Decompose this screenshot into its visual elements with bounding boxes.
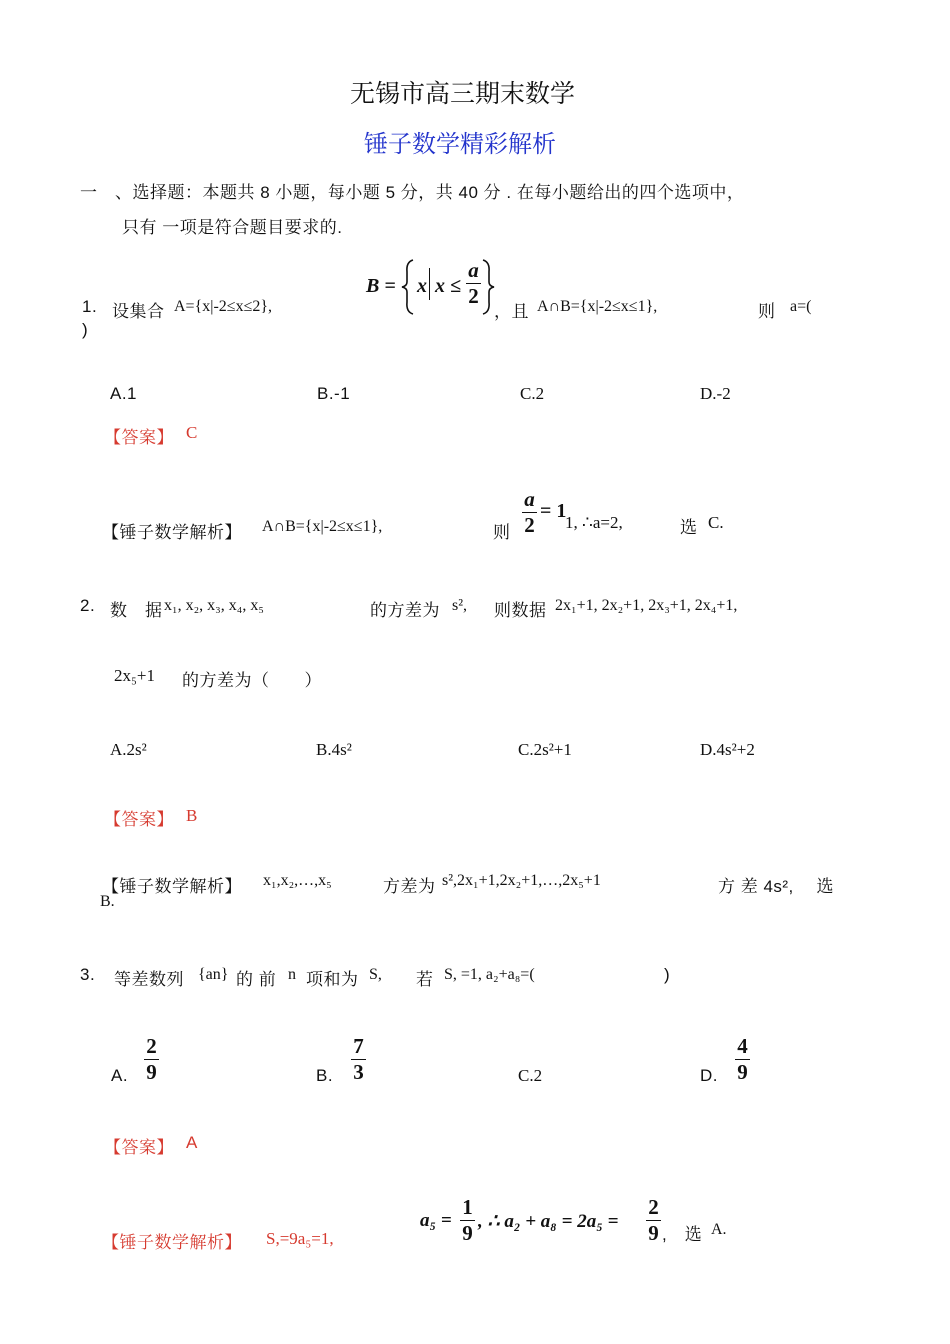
q3-option-d-frac xyxy=(735,1036,750,1083)
q2-analysis-expr: s²,2x₁+1,2x₂+1,…,2x₅+1 xyxy=(442,872,601,889)
q3-option-a-label: A. xyxy=(111,1066,129,1085)
q1-set-inter: A∩B={x|-2≤x≤1}, xyxy=(537,298,658,315)
q3-formula-frac-1 xyxy=(460,1197,475,1244)
q2-option-b: B.4s² xyxy=(316,740,352,759)
q3-formula-rhs: , ∴ a₂ + a₈ = 2a₅ = xyxy=(478,1211,619,1232)
q3-text-a: 等差数列 xyxy=(114,970,184,989)
q1-formula-x: x xyxy=(417,275,427,297)
q2-text-a: 数 据 xyxy=(110,601,163,620)
section-heading: 一 、选择题：本题共 8 小题，每小题 5 分，共 40 分 . 在每小题给出的四个选项中， xyxy=(80,183,745,202)
q1-analysis-then: 则 xyxy=(493,523,511,542)
q2-number: 2. xyxy=(80,596,96,615)
q3-formula-frac-1-num: 1 xyxy=(462,1195,473,1219)
q1-ask: a=( xyxy=(790,298,812,315)
q3-n: n xyxy=(288,966,296,983)
q3-formula-lhs: a₅ = xyxy=(420,1210,452,1231)
q2-answer-label: 【答案】 xyxy=(104,810,174,829)
q3-option-a-num: 2 xyxy=(146,1034,157,1058)
section-heading-line2: 只有 一项是符合题目要求的. xyxy=(122,218,343,237)
q3-seq: {an} xyxy=(198,966,229,983)
q1-analysis-text: A∩B={x|-2≤x≤1}, xyxy=(262,518,383,535)
q1-option-b: B.-1 xyxy=(317,384,351,403)
q1-analysis-choose: 选 xyxy=(680,518,698,537)
q1-option-d: D.-2 xyxy=(700,384,731,403)
q3-option-d-label: D. xyxy=(700,1066,718,1085)
q1-analysis-frac xyxy=(522,489,537,536)
q3-option-b-den: 3 xyxy=(353,1060,364,1084)
q2-var-s: s², xyxy=(452,597,468,614)
q3-option-b-num: 7 xyxy=(353,1034,364,1058)
q3-option-c-label: C.2 xyxy=(518,1066,543,1085)
page-title: 无锡市高三期末数学 xyxy=(350,80,576,108)
q1-formula-frac-den: 2 xyxy=(468,284,479,308)
q3-answer-label: 【答案】 xyxy=(104,1138,174,1157)
q3-option-d-den: 9 xyxy=(737,1060,748,1084)
q1-formula-frac-num: a xyxy=(468,258,479,282)
q3-analysis-label: 【锤子数学解析】 xyxy=(102,1233,242,1252)
q1-answer-label: 【答案】 xyxy=(104,428,174,447)
q2-text-c: 则数据 xyxy=(494,601,547,620)
q2-option-c: C.2s²+1 xyxy=(518,740,572,759)
q3-cond: S, =1, a₂+a₈=( xyxy=(444,966,535,983)
q3-analysis-choice: A. xyxy=(711,1221,727,1238)
q2-option-d: D.4s²+2 xyxy=(700,740,755,759)
q2-data: 2x₁+1, 2x₂+1, 2x₃+1, 2x₄+1, xyxy=(555,597,738,614)
q1-formula-frac xyxy=(466,260,481,307)
q1-analysis-label: 【锤子数学解析】 xyxy=(102,523,242,542)
q3-text-b: 的 前 xyxy=(236,970,277,989)
q3-text-d: 若 xyxy=(416,970,434,989)
q1-analysis-frac-den: 2 xyxy=(524,513,535,537)
q3-analysis-choose: , 选 xyxy=(662,1225,703,1244)
page-subtitle: 锤子数学精彩解析 xyxy=(364,131,556,158)
q3-formula-frac-1-den: 9 xyxy=(462,1221,473,1245)
q3-close: ) xyxy=(664,965,671,984)
q1-option-a: A.1 xyxy=(110,384,138,403)
q3-option-a-frac xyxy=(144,1036,159,1083)
q1-text-mid: ，且 xyxy=(494,302,529,321)
q2-analysis-last: B. xyxy=(100,893,115,910)
q3-answer-value: A xyxy=(186,1133,198,1152)
q3-number: 3. xyxy=(80,965,96,984)
q1-analysis-choice: C. xyxy=(708,513,724,532)
q1-answer-value: C xyxy=(186,423,198,442)
q3-option-b-label: B. xyxy=(316,1066,334,1085)
q2-text-b: 的方差为 xyxy=(370,601,440,620)
q2-analysis-label: 【锤子数学解析】 xyxy=(102,877,242,896)
q3-analysis-text: S,=9a₅=1, xyxy=(266,1229,334,1248)
q2-analysis-text: 方差为 xyxy=(383,877,436,896)
q1-close: ) xyxy=(82,320,89,339)
q2-analysis-vars: x₁,x₂,…,x₅ xyxy=(263,872,332,889)
q1-then: 则 xyxy=(758,302,776,321)
q3-formula-frac-2 xyxy=(646,1197,661,1244)
q1-left-brace-icon xyxy=(400,258,416,316)
q1-formula-lhs: B = xyxy=(366,275,396,297)
q3-formula-frac-2-num: 2 xyxy=(648,1195,659,1219)
q2-vars: x₁, x₂, x₃, x₄, x₅ xyxy=(164,597,264,614)
q2-line2-expr: 2x₅+1 xyxy=(114,666,156,685)
q2-option-a: A.2s² xyxy=(110,740,147,759)
q1-analysis-result: 1, ∴a=2, xyxy=(565,513,623,532)
q2-line2-text: 的方差为（ ） xyxy=(182,671,322,690)
q3-option-a-den: 9 xyxy=(146,1060,157,1084)
q1-set-a: A={x|-2≤x≤2}, xyxy=(174,298,273,315)
q2-analysis-end: 方 差 4s², 选 xyxy=(718,877,835,896)
q2-answer-value: B xyxy=(186,806,198,825)
q3-s: S, xyxy=(369,966,382,983)
q1-divider xyxy=(429,268,430,300)
q3-text-c: 项和为 xyxy=(306,970,359,989)
q1-option-c: C.2 xyxy=(520,384,545,403)
q3-option-b-frac xyxy=(351,1036,366,1083)
q1-number: 1. xyxy=(82,297,98,316)
q3-formula-frac-2-den: 9 xyxy=(648,1221,659,1245)
q1-formula-cond: x ≤ xyxy=(435,275,461,297)
q3-option-d-num: 4 xyxy=(737,1034,748,1058)
q1-analysis-frac-num: a xyxy=(524,487,535,511)
q1-analysis-eq: = 1 xyxy=(540,500,567,522)
q1-text: 设集合 xyxy=(112,302,165,321)
